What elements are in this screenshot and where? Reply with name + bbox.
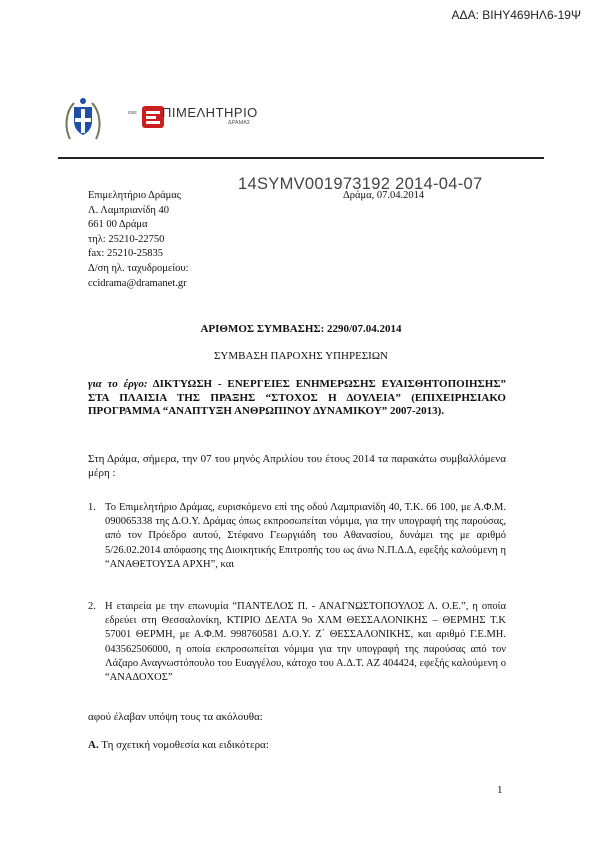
party-number: 2. — [88, 601, 96, 612]
subject-label: για το έργο: — [88, 378, 148, 390]
document-date: Δράμα, 07.04.2014 — [343, 190, 425, 201]
contract-number: ΑΡΙΘΜΟΣ ΣΥΜΒΑΣΗΣ: 2290/07.04.2014 — [200, 323, 402, 335]
subject-text: ΔΙΚΤΥΩΣΗ - ΕΝΕΡΓΕΙΕΣ ΕΝΗΜΕΡΩΣΗΣ ΕΥΑΙΣΘΗΤΟΠΟΙΗΣΗΣ” ΣΤΑ ΠΛΑΙΣΙΑ ΤΗΣ ΠΡΑΞΗΣ “ΣΤΟΧΟΣ Η ΔΟΥΛΕΙΑ” (ΕΠΙΧΕΙΡΗΣΙΑΚΟ ΠΡΟΓΡΑΜΜΑ “ΑΝΑΠΤΥΞΗ ΑΝΘΡΩΠΙΝΟΥ ΔΥΝΑΜΙΚΟΥ” 2007-2013). — [88, 378, 506, 417]
ada-code: ΑΔΑ: ΒΙΗΥ469ΗΛ6-19Ψ — [451, 8, 581, 22]
logo-subtitle: ΔΡΑΜΑΣ — [228, 120, 251, 126]
sender-email-label: Δ/ση ηλ. ταχυδρομείου: — [88, 262, 189, 274]
sender-street: Λ. Λαμπριανίδη 40 — [88, 204, 170, 216]
party-item — [88, 600, 506, 685]
page-number: 1 — [497, 784, 503, 796]
party-text: Το Επιμελητήριο Δράμας, ευρισκόμενο επί της οδού Λαμπριανίδη 40, Τ.Κ. 66 100, με Α.Φ.Μ. 090065338 της Δ.Ο.Υ. Δράμας όπως εκπροσωπείται νόμιμα, για την υπογραφή της παρούσας, από τον Πρόεδρο αυτού, Στέφανο Γεωργιάδη του Αθανασίου, δυνάμει της με αριθμό 5/26.02.2014 απόφασης της Διοικητικής Επιτροπής του ως άνω Ν.Π.Δ.Δ, εφεξής καλούμενη η “ΑΝΑΘΕΤΟΥΣΑ ΑΡΧΗ”, και — [105, 502, 506, 570]
logo-prefix: ΕΒΕ — [128, 110, 138, 115]
party-item — [88, 501, 506, 572]
project-subject — [88, 378, 506, 419]
intro-paragraph: Στη Δράμα, σήμερα, την 07 του μηνός Απριλίου του έτους 2014 τα παρακάτω συμβαλλόμενα μέρη : — [88, 453, 506, 480]
sender-phone: τηλ: 25210-22750 — [88, 233, 165, 245]
section-a-label: Α. — [88, 739, 99, 751]
section-a — [88, 739, 269, 751]
registry-stamp: 14SYMV001973192 2014-04-07 — [238, 175, 483, 193]
greek-state-crest-icon — [64, 93, 102, 143]
party-number: 1. — [88, 502, 96, 513]
sender-postal: 661 00 Δράμα — [88, 219, 148, 231]
considering-line: αφού έλαβαν υπόψη τους τα ακόλουθα: — [88, 711, 263, 723]
sender-name: Επιμελητήριο Δράμας — [88, 190, 181, 201]
party-text: Η εταιρεία με την επωνυμία “ΠΑΝΤΕΛΟΣ Π. - ΑΝΑΓΝΩΣΤΟΠΟΥΛΟΣ Λ. Ο.Ε.”, η οποία εδρεύει στη Θεσσαλονίκη, ΚΤΙΡΙΟ ΔΕΛΤΑ 9ο ΧΛΜ ΘΕΣΣΑΛΟΝΙΚΗΣ – ΘΕΡΜΗΣ Τ.Κ 57001 ΘΕΡΜΗ, με Α.Φ.Μ. 998760581 Δ.Ο.Υ. Ζ΄ ΘΕΣΣΑΛΟΝΙΚΗΣ, και αριθμό Γ.Ε.ΜΗ. 043562506000, η οποία εκπροσωπείται νόμιμα για την υπογραφή της παρούσας από τον Λάζαρο Αναγνωστόπουλο του Ευαγγέλου, κάτοχο του Α.Δ.Τ. ΑΖ 404424, εφεξής καλούμενη ο “ΑΝΑΔΟΧΟΣ” — [105, 601, 506, 684]
logo-text: ΠΙΜΕΛΗΤΗΡΙΟ — [162, 105, 258, 120]
sender-email: ccidrama@dramanet.gr — [88, 277, 187, 289]
header-divider — [58, 157, 544, 159]
section-a-text: Τη σχετική νομοθεσία και ειδικότερα: — [98, 739, 269, 751]
sender-fax: fax: 25210-25835 — [88, 248, 163, 260]
sender-address — [88, 189, 189, 291]
contract-title: ΣΥΜΒΑΣΗ ΠΑΡΟΧΗΣ ΥΠΗΡΕΣΙΩΝ — [214, 350, 388, 362]
